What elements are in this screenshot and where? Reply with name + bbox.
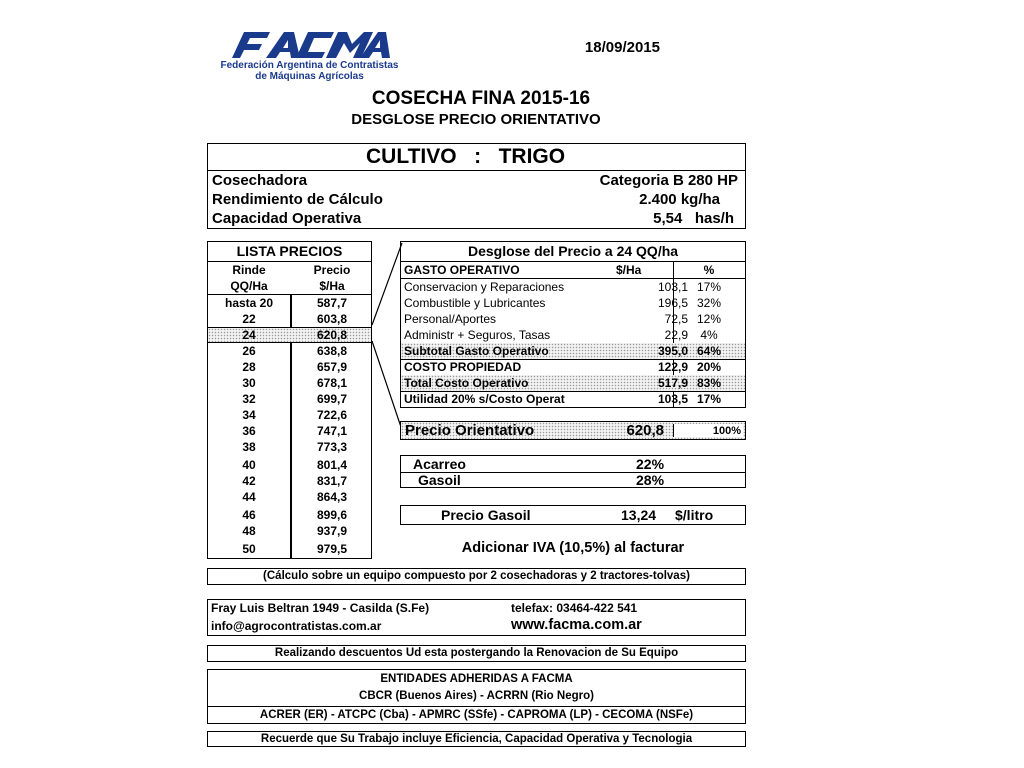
- table-row: [401, 375, 745, 391]
- cultivo-label: Rendimiento de Cálculo: [212, 191, 383, 208]
- table-row: [401, 359, 745, 375]
- list-item: [208, 327, 371, 343]
- rinde-value: 28: [242, 360, 256, 374]
- breakdown-usd: 517,9: [657, 376, 688, 390]
- precio-value: 620,8: [316, 328, 348, 342]
- breakdown-label: Total Costo Operativo: [404, 376, 529, 390]
- precio-value: 747,1: [316, 424, 348, 438]
- list-item: [208, 359, 371, 375]
- precio-value: 587,7: [316, 296, 348, 310]
- breakdown-label: Combustible y Lubricantes: [404, 296, 546, 310]
- precio-value: 722,6: [316, 408, 348, 422]
- breakdown-label: COSTO PROPIEDAD: [404, 360, 522, 374]
- list-item: [208, 311, 371, 327]
- header-label: GASTO OPERATIVO: [404, 263, 520, 277]
- contact-email: info@agrocontratistas.com.ar: [211, 619, 382, 633]
- list-item: [208, 439, 371, 455]
- breakdown-title: Desglose del Precio a 24 QQ/ha: [401, 242, 745, 262]
- list-item: [208, 457, 371, 473]
- breakdown-pct: 12%: [696, 312, 722, 326]
- rinde-value: 50: [242, 542, 256, 556]
- breakdown-pct: 17%: [696, 392, 722, 406]
- recuerde-note: Recuerde que Su Trabajo incluye Eficiencia, Capacidad Operativa y Tecnologia: [207, 731, 746, 747]
- breakdown-usd: 103,1: [657, 280, 688, 294]
- rinde-value: 34: [242, 408, 256, 422]
- breakdown-label: Utilidad 20% s/Costo Operat: [404, 392, 565, 406]
- table-row: [401, 343, 745, 359]
- list-item: [208, 295, 371, 311]
- breakdown-usd: 395,0: [657, 344, 688, 358]
- descuentos-note: Realizando descuentos Ud esta postergando la Renovacion de Su Equipo: [207, 645, 746, 662]
- logo-subtitle: [212, 60, 407, 82]
- entidades-box: [207, 669, 746, 724]
- breakdown-label: Personal/Aportes: [404, 312, 497, 326]
- breakdown-label: Conservacion y Reparaciones: [404, 280, 565, 294]
- entidades-title: ENTIDADES ADHERIDAS A FACMA: [380, 673, 573, 685]
- price-list-units: [208, 278, 371, 294]
- acarreo-label: Acarreo: [413, 456, 466, 472]
- breakdown-usd: 196,5: [657, 296, 688, 310]
- gasoil-label: Gasoil: [418, 472, 461, 488]
- gasoil-value: 28%: [636, 472, 665, 488]
- precio-value: 678,1: [316, 376, 348, 390]
- price-list-header: [208, 262, 371, 278]
- rinde-value: 26: [242, 344, 256, 358]
- precio-orientativo-box: [400, 421, 746, 440]
- list-item: [208, 489, 371, 505]
- precio-gasoil-label: Precio Gasoil: [441, 507, 531, 523]
- iva-note: Adicionar IVA (10,5%) al facturar: [461, 540, 685, 556]
- acarreo-value: 22%: [636, 456, 665, 472]
- list-item: [208, 375, 371, 391]
- rinde-value: 42: [242, 474, 256, 488]
- rinde-value: 46: [242, 508, 256, 522]
- table-row: [401, 391, 745, 407]
- list-item: [208, 391, 371, 407]
- precio-orientativo-value: 620,8: [626, 422, 664, 439]
- precio-unit: $/Ha: [319, 279, 345, 293]
- precio-value: 773,3: [316, 440, 348, 454]
- facma-logo: [222, 30, 392, 60]
- entidades-line-2: ACRER (ER) - ATCPC (Cba) - APMRC (SSfe) - CAPROMA (LP) - CECOMA (NSFe): [259, 709, 694, 721]
- rinde-value: 24: [242, 328, 256, 342]
- list-item: [208, 473, 371, 489]
- connector-lines: [370, 240, 404, 440]
- price-list: [207, 241, 372, 559]
- rinde-header: Rinde: [232, 263, 266, 277]
- breakdown-usd: 72,5: [664, 312, 688, 326]
- cultivo-value: Categoria B 280 HP: [599, 172, 738, 189]
- header-usd: $/Ha: [616, 263, 642, 277]
- rinde-unit: QQ/Ha: [230, 279, 268, 293]
- page-subtitle: DESGLOSE PRECIO ORIENTATIVO: [351, 111, 601, 128]
- cultivo-value: 5,54 has/h: [653, 210, 734, 227]
- contact-address: Fray Luis Beltran 1949 - Casilda (S.Fe): [211, 601, 430, 615]
- table-row: [401, 311, 745, 327]
- logo-line-2: de Máquinas Agrícolas: [255, 71, 364, 82]
- precio-value: 979,5: [316, 542, 348, 556]
- breakdown-pct: 64%: [696, 344, 722, 358]
- list-item: [208, 343, 371, 359]
- cultivo-header: [208, 144, 745, 171]
- table-row: [401, 295, 745, 311]
- breakdown-table: [400, 241, 746, 408]
- precio-gasoil-box: [400, 505, 746, 525]
- precio-value: 937,9: [316, 524, 348, 538]
- precio-header: Precio: [313, 263, 351, 277]
- list-item: [208, 541, 371, 557]
- rinde-value: hasta 20: [224, 296, 274, 310]
- breakdown-pct: 83%: [696, 376, 722, 390]
- rinde-value: 22: [242, 312, 256, 326]
- cultivo-label: Capacidad Operativa: [212, 210, 362, 227]
- calculo-note: (Cálculo sobre un equipo compuesto por 2 cosechadoras y 2 tractores-tolvas): [207, 568, 746, 585]
- precio-value: 657,9: [316, 360, 348, 374]
- breakdown-usd: 122,9: [657, 360, 688, 374]
- breakdown-label: Administr + Seguros, Tasas: [404, 328, 551, 342]
- price-list-title: LISTA PRECIOS: [208, 242, 371, 262]
- contact-box: [207, 599, 746, 636]
- precio-gasoil-value: 13,24: [621, 507, 657, 523]
- precio-gasoil-unit: $/litro: [675, 507, 714, 523]
- table-row: [401, 279, 745, 295]
- precio-value: 801,4: [316, 458, 348, 472]
- list-item: [208, 507, 371, 523]
- breakdown-pct: 17%: [696, 280, 722, 294]
- list-item: [208, 407, 371, 423]
- cultivo-value: 2.400 kg/ha: [639, 191, 720, 208]
- breakdown-pct: 32%: [696, 296, 722, 310]
- breakdown-pct: 4%: [700, 328, 718, 342]
- precio-value: 831,7: [316, 474, 348, 488]
- contact-phone: telefax: 03464-422 541: [511, 601, 638, 615]
- precio-orientativo-pct: 100%: [673, 424, 743, 437]
- contact-web: www.facma.com.ar: [511, 617, 642, 633]
- date: 18/09/2015: [584, 39, 660, 56]
- precio-orientativo-label: Precio Orientativo: [405, 422, 535, 439]
- acarreo-gasoil-box: [400, 455, 746, 488]
- breakdown-pct: 20%: [696, 360, 722, 374]
- breakdown-label: Subtotal Gasto Operativo: [404, 344, 549, 358]
- logo-line-1: Federación Argentina de Contratistas: [220, 60, 399, 71]
- precio-value: 699,7: [316, 392, 348, 406]
- cultivo-label: Cosechadora: [212, 172, 308, 189]
- rinde-value: 48: [242, 524, 256, 538]
- rinde-value: 40: [242, 458, 256, 472]
- precio-value: 638,8: [316, 344, 348, 358]
- cultivo-title: CULTIVO : TRIGO: [366, 145, 566, 168]
- precio-value: 603,8: [316, 312, 348, 326]
- precio-value: 864,3: [316, 490, 348, 504]
- entidades-line-1: CBCR (Buenos Aires) - ACRRN (Rio Negro): [359, 690, 594, 702]
- breakdown-usd: 103,5: [657, 392, 688, 406]
- header-pct: %: [703, 263, 715, 277]
- rinde-value: 38: [242, 440, 256, 454]
- rinde-value: 44: [242, 490, 256, 504]
- rinde-value: 36: [242, 424, 256, 438]
- page-title: COSECHA FINA 2015-16: [371, 88, 591, 109]
- cultivo-box: [207, 143, 746, 229]
- table-row: [401, 327, 745, 343]
- divider: [401, 407, 745, 408]
- precio-value: 899,6: [316, 508, 348, 522]
- list-item: [208, 523, 371, 539]
- rinde-value: 30: [242, 376, 256, 390]
- breakdown-usd: 22,9: [664, 328, 688, 342]
- list-item: [208, 423, 371, 439]
- breakdown-header: [401, 262, 745, 278]
- rinde-value: 32: [242, 392, 256, 406]
